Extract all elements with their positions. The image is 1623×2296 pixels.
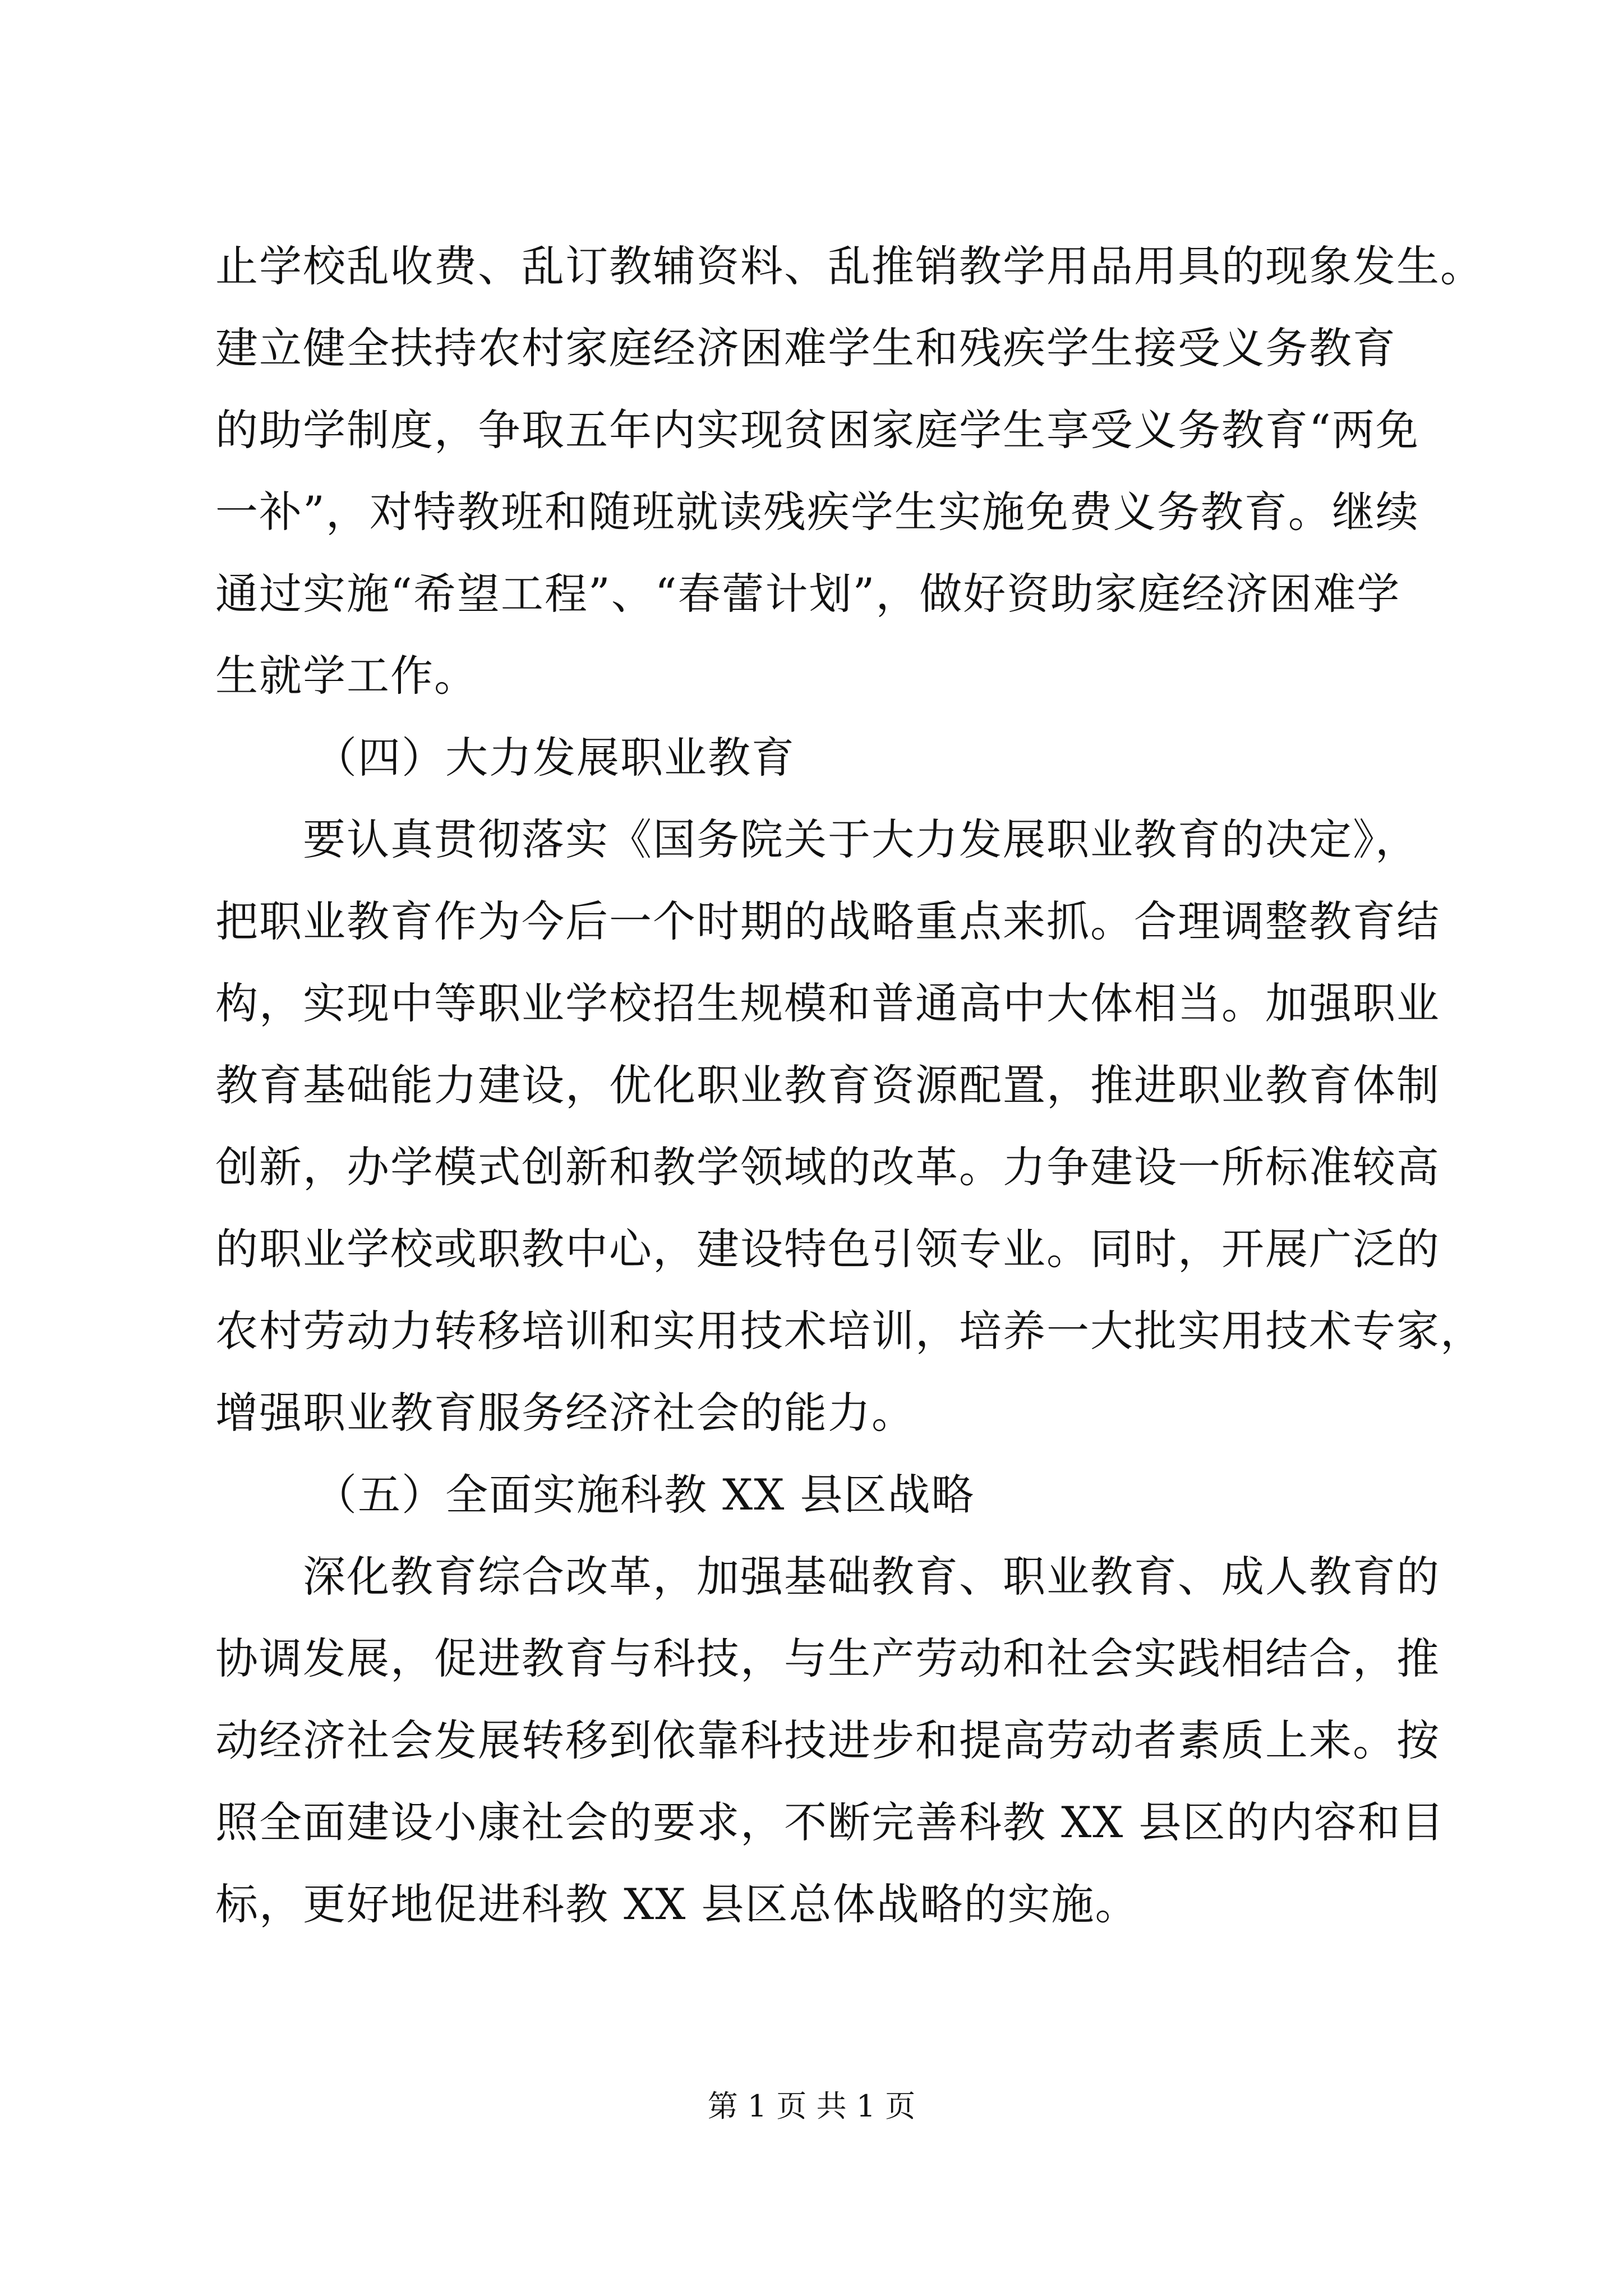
paragraph-line: 要认真贯彻落实《国务院关于大力发展职业教育的决定》，: [303, 815, 1419, 864]
section-heading: （五）全面实施科教 XX 县区战略: [314, 1470, 975, 1520]
paragraph-line: 协调发展，促进教育与科技，与生产劳动和社会实践相结合，推: [215, 1634, 1440, 1683]
paragraph-line: 一补”，对特教班和随班就读残疾学生实施免费义务教育。继续: [215, 487, 1419, 537]
paragraph-line: 的职业学校或职教中心，建设特色引领专业。同时，开展广泛的: [215, 1224, 1440, 1274]
paragraph-line: 止学校乱收费、乱订教辅资料、乱推销教学用品用具的现象发生。: [215, 241, 1484, 291]
paragraph-line: 建立健全扶持农村家庭经济困难学生和残疾学生接受义务教育: [215, 323, 1396, 373]
paragraph-line: 的助学制度，争取五年内实现贫困家庭学生享受义务教育“两免: [215, 405, 1419, 455]
paragraph-line: 增强职业教育服务经济社会的能力。: [215, 1388, 915, 1438]
paragraph-line: 动经济社会发展转移到依靠科技进步和提高劳动者素质上来。按: [215, 1715, 1440, 1765]
paragraph-line: 照全面建设小康社会的要求，不断完善科教 XX 县区的内容和目: [215, 1797, 1445, 1847]
page-number-footer: 第 1 页 共 1 页: [707, 2088, 916, 2124]
paragraph-line: 创新，办学模式创新和教学领域的改革。力争建设一所标准较高: [215, 1142, 1440, 1192]
paragraph-line: 构，实现中等职业学校招生规模和普通高中大体相当。加强职业: [215, 978, 1440, 1028]
paragraph-line: 把职业教育作为今后一个时期的战略重点来抓。合理调整教育结: [215, 896, 1440, 946]
section-heading: （四）大力发展职业教育: [314, 733, 795, 783]
paragraph-line: 深化教育综合改革，加强基础教育、职业教育、成人教育的: [303, 1552, 1440, 1602]
paragraph-line: 生就学工作。: [215, 651, 478, 701]
paragraph-line: 标，更好地促进科教 XX 县区总体战略的实施。: [215, 1879, 1139, 1929]
paragraph-line: 教育基础能力建设，优化职业教育资源配置，推进职业教育体制: [215, 1060, 1440, 1110]
paragraph-line: 通过实施“希望工程”、“春蕾计划”，做好资助家庭经济困难学: [215, 569, 1401, 619]
paragraph-line: 农村劳动力转移培训和实用技术培训，培养一大批实用技术专家，: [215, 1306, 1484, 1356]
